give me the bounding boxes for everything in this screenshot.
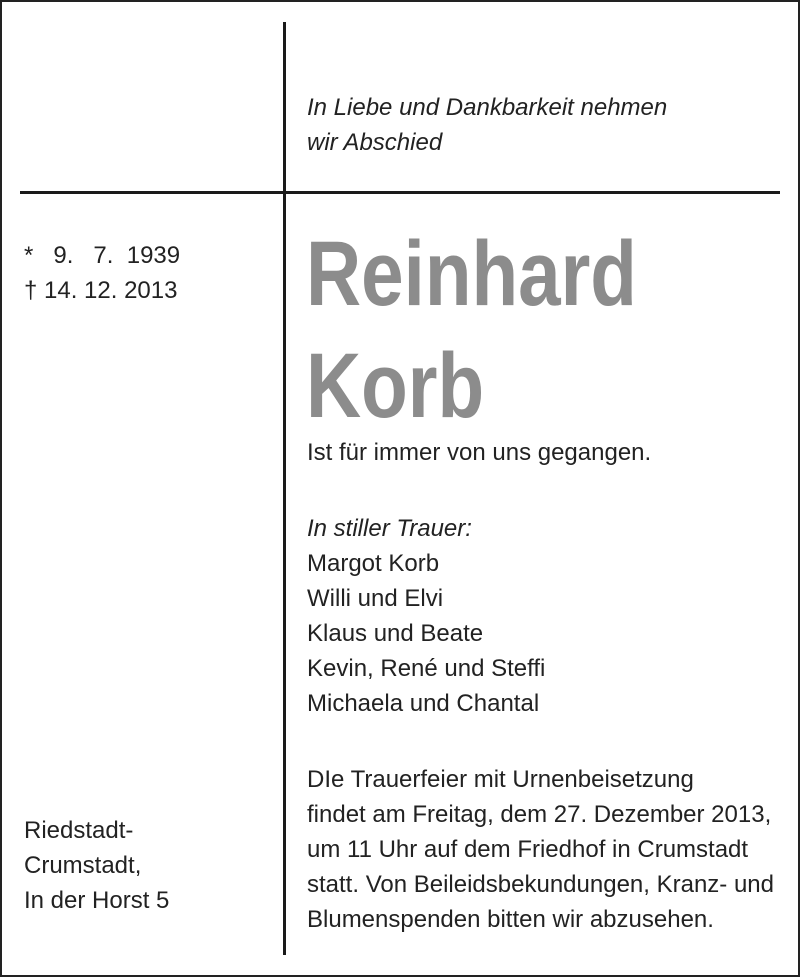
birth-date: * 9. 7. 1939 bbox=[24, 242, 181, 269]
farewell-line-1: In Liebe und Dankbarkeit nehmen bbox=[307, 94, 668, 121]
address-line: In der Horst 5 bbox=[24, 887, 170, 914]
mourner-name: Michaela und Chantal bbox=[307, 690, 540, 717]
funeral-info-line: statt. Von Beileidsbekundungen, Kranz- und bbox=[307, 871, 774, 898]
farewell-line-2: wir Abschied bbox=[307, 129, 443, 156]
mourner-name: Klaus und Beate bbox=[307, 620, 484, 647]
statement: Ist für immer von uns gegangen. bbox=[307, 439, 652, 466]
funeral-info-line: um 11 Uhr auf dem Friedhof in Crumstadt bbox=[307, 836, 749, 863]
address-line: Crumstadt, bbox=[24, 852, 142, 879]
mourner-name: Margot Korb bbox=[307, 550, 440, 577]
deceased-last-name: Korb bbox=[306, 335, 485, 437]
funeral-info-line: findet am Freitag, dem 27. Dezember 2013, bbox=[307, 801, 772, 828]
deceased-first-name: Reinhard bbox=[306, 223, 637, 325]
cross-horizontal-bar bbox=[20, 191, 780, 194]
address-line: Riedstadt- bbox=[24, 817, 134, 844]
mourner-name: Kevin, René und Steffi bbox=[307, 655, 546, 682]
funeral-info-line: Blumenspenden bitten wir abzusehen. bbox=[307, 906, 714, 933]
mourner-name: Willi und Elvi bbox=[307, 585, 444, 612]
cross-vertical-bar bbox=[283, 22, 286, 955]
funeral-info-line: DIe Trauerfeier mit Urnenbeisetzung bbox=[307, 766, 694, 793]
death-date: † 14. 12. 2013 bbox=[24, 277, 178, 304]
mourners-heading: In stiller Trauer: bbox=[307, 515, 472, 542]
